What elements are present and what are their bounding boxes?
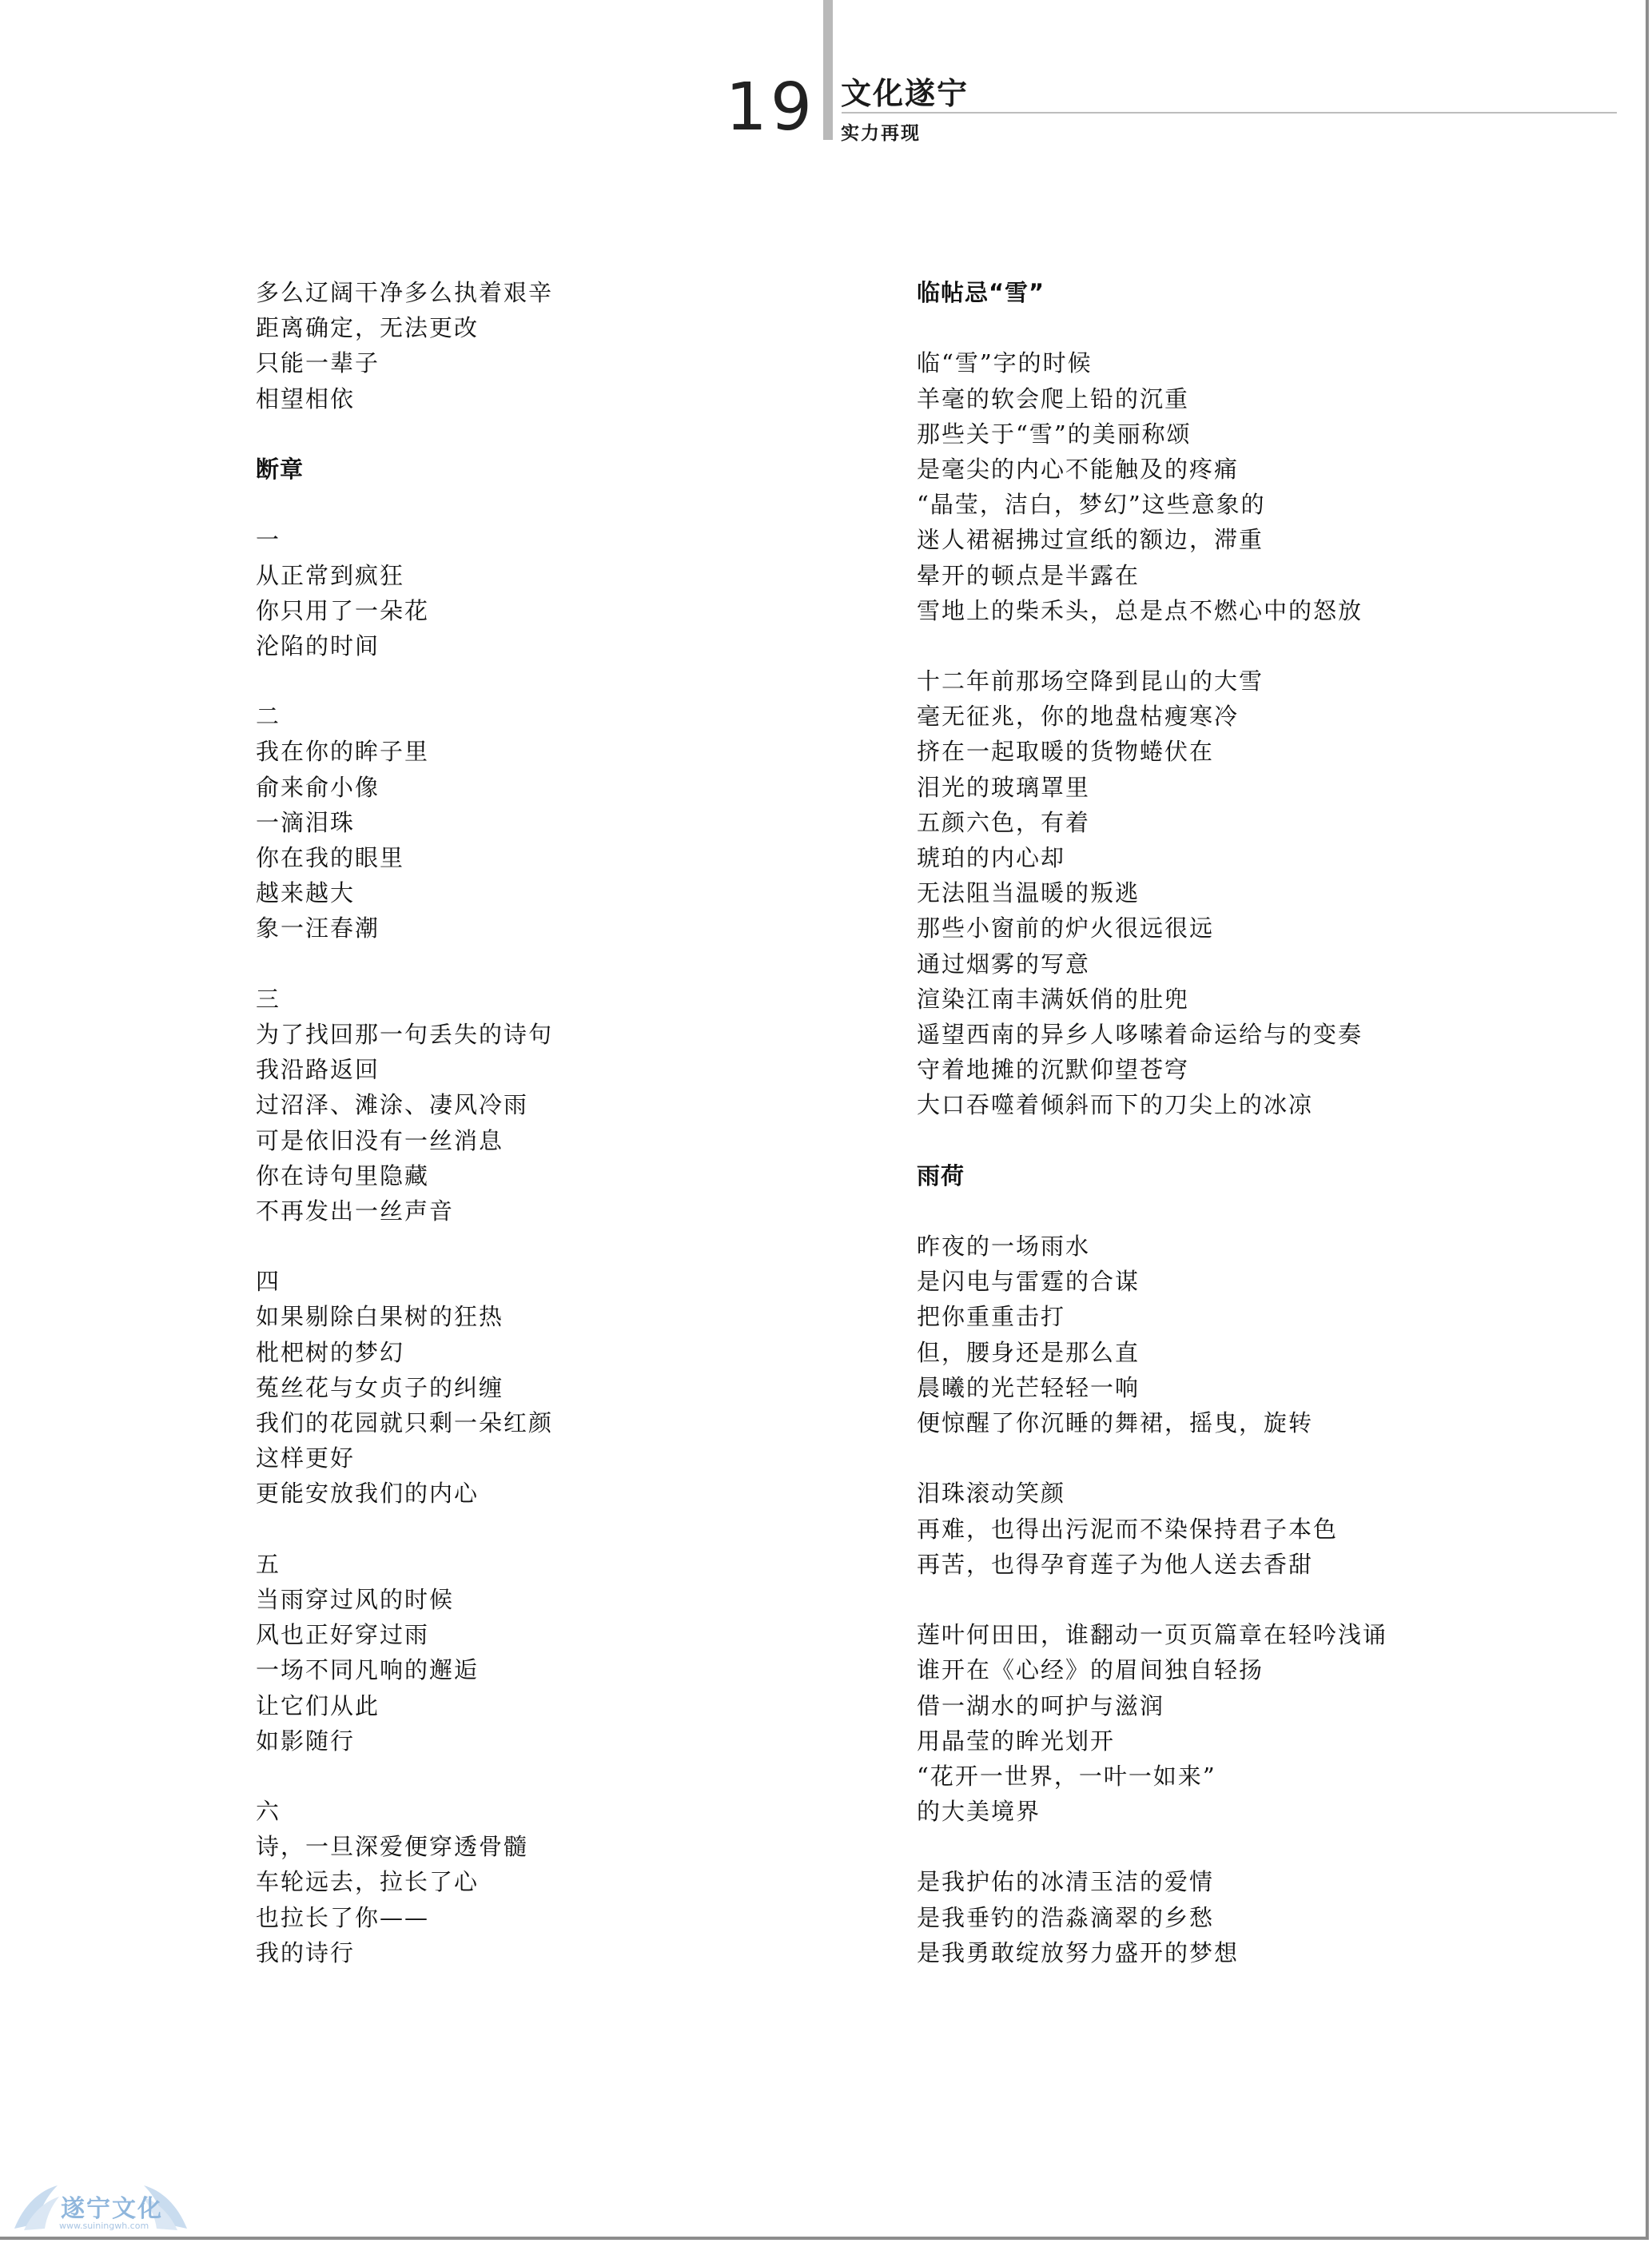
footer-logo-url: www.suiningwh.com <box>59 2221 149 2231</box>
stanza-number: 一 <box>256 526 281 554</box>
poem-line: 这样更好 <box>256 1444 356 1472</box>
header-rule <box>842 112 1617 114</box>
poem-line: 车轮远去，拉长了心 <box>256 1868 480 1896</box>
left-poem-column <box>256 275 815 1970</box>
poem-line: 为了找回那一句丢失的诗句 <box>256 1020 554 1048</box>
stanza-number: 六 <box>256 1798 281 1826</box>
poem-line: 诗，一旦深爱便穿透骨髓 <box>256 1833 529 1861</box>
poem-line: 象一汪春潮 <box>256 914 380 942</box>
stanza-break <box>917 1123 1572 1158</box>
poem-line: 是我垂钓的浩淼滴翠的乡愁 <box>917 1903 1215 1931</box>
right-poem-column <box>917 275 1572 1970</box>
stanza-break <box>917 1829 1572 1864</box>
poem-line: 借一湖水的呵护与滋润 <box>917 1691 1165 1719</box>
section-subtitle: 实力再现 <box>841 123 921 144</box>
poem-line: 你只用了一朵花 <box>256 596 430 624</box>
poem-line: 更能安放我们的内心 <box>256 1480 480 1508</box>
stanza-break <box>256 946 815 982</box>
stanza-number: 二 <box>256 703 281 731</box>
poem-line: 风也正好穿过雨 <box>256 1621 430 1649</box>
poem-line: 临“雪”字的时候 <box>917 349 1093 377</box>
poem-line: 是毫尖的内心不能触及的疼痛 <box>917 455 1240 483</box>
poem-line: 再难，也得出污泥而不染保持君子本色 <box>917 1515 1339 1543</box>
poem-title: 临帖忌“雪” <box>917 279 1045 306</box>
poem-line: 相望相依 <box>256 384 356 412</box>
poem-line: 五颜六色，有着 <box>917 808 1091 836</box>
stanza-break <box>256 663 815 699</box>
poem-line: 再苦，也得孕育莲子为他人送去香甜 <box>917 1550 1314 1578</box>
stanza-break <box>256 1512 815 1547</box>
stanza-break <box>256 1229 815 1264</box>
poem-line: 遥望西南的异乡人哆嗦着命运给与的变奏 <box>917 1020 1363 1048</box>
poem-line: 雪地上的柴禾头，总是点不燃心中的怒放 <box>917 596 1363 624</box>
poem-line: 是我护佑的冰清玉洁的爱情 <box>917 1868 1215 1896</box>
poem-line: 我们的花园就只剩一朵红颜 <box>256 1409 554 1436</box>
poem-line: 便惊醒了你沉睡的舞裙，摇曳，旋转 <box>917 1409 1314 1436</box>
poem-line: 从正常到疯狂 <box>256 561 405 589</box>
poem-line: 沦陷的时间 <box>256 631 380 659</box>
poem-line: 用晶莹的眸光划开 <box>917 1727 1116 1755</box>
poem-line: 但，腰身还是那么直 <box>917 1338 1140 1366</box>
poem-line: 晨曦的光芒轻轻一响 <box>917 1373 1140 1401</box>
poem-line: 通过烟雾的写意 <box>917 950 1091 978</box>
stanza-number: 三 <box>256 985 281 1013</box>
poem-line: 俞来俞小像 <box>256 773 380 801</box>
stanza-number: 四 <box>256 1268 281 1296</box>
poem-line: 渲染江南丰满妖俏的肚兜 <box>917 985 1190 1013</box>
poem-line: 你在我的眼里 <box>256 844 405 871</box>
poem-line: 菟丝花与女贞子的纠缠 <box>256 1373 504 1401</box>
poem-line: 那些关于“雪”的美丽称颂 <box>917 420 1192 448</box>
stanza-break <box>917 310 1572 345</box>
poem-line: 你在诗句里隐藏 <box>256 1161 430 1189</box>
page-number: 19 <box>725 70 815 145</box>
poem-line: 过沼泽、滩涂、凄风冷雨 <box>256 1091 529 1119</box>
poem-line: 把你重重击打 <box>917 1303 1066 1331</box>
poem-line: 毫无征兆，你的地盘枯瘦寒冷 <box>917 703 1240 731</box>
stanza-break <box>256 416 815 452</box>
poem-line: 我在你的眸子里 <box>256 738 430 766</box>
poem-line: “花开一世界，一叶一如来” <box>917 1762 1216 1790</box>
poem-title: 断章 <box>256 455 305 483</box>
poem-title: 雨荷 <box>917 1161 965 1189</box>
poem-line: 我沿路返回 <box>256 1056 380 1084</box>
poem-line: 可是依旧没有一丝消息 <box>256 1126 504 1154</box>
poem-line: 也拉长了你—— <box>256 1903 430 1931</box>
poem-line: 当雨穿过风的时候 <box>256 1585 455 1613</box>
poem-line: 是我勇敢绽放努力盛开的梦想 <box>917 1938 1240 1966</box>
poem-line: 泪珠滚动笑颜 <box>917 1480 1066 1508</box>
poem-line: 那些小窗前的炉火很远很远 <box>917 914 1215 942</box>
poem-line: 无法阻当温暖的叛逃 <box>917 879 1140 907</box>
poem-line: 的大美境界 <box>917 1798 1041 1826</box>
stanza-break <box>256 487 815 522</box>
poem-line: 泪光的玻璃罩里 <box>917 773 1091 801</box>
poem-line: 迷人裙裾拂过宣纸的额边，滞重 <box>917 526 1264 554</box>
poem-line: 一滴泪珠 <box>256 808 356 836</box>
section-title: 文化遂宁 <box>841 76 969 111</box>
poem-line: “晶莹，洁白，梦幻”这些意象的 <box>917 491 1266 519</box>
poem-line: 大口吞噬着倾斜而下的刀尖上的冰凉 <box>917 1091 1314 1119</box>
poem-line: 如影随行 <box>256 1727 356 1755</box>
poem-line: 一场不同凡响的邂逅 <box>256 1656 480 1684</box>
poem-line: 挤在一起取暖的货物蜷伏在 <box>917 738 1215 766</box>
stanza-number: 五 <box>256 1550 281 1578</box>
poem-line: 如果剔除白果树的狂热 <box>256 1303 504 1331</box>
header-divider-bar <box>823 0 833 140</box>
footer-logo-name: 遂宁文化 <box>61 2195 163 2223</box>
poem-line: 十二年前那场空降到昆山的大雪 <box>917 667 1264 695</box>
poem-line: 距离确定，无法更改 <box>256 314 480 342</box>
poem-line: 羊毫的软会爬上铅的沉重 <box>917 384 1190 412</box>
stanza-break <box>917 1193 1572 1229</box>
poem-line: 晕开的顿点是半露在 <box>917 561 1140 589</box>
poem-line: 守着地摊的沉默仰望苍穹 <box>917 1056 1190 1084</box>
poem-line: 枇杷树的梦幻 <box>256 1338 405 1366</box>
poem-line: 琥珀的内心却 <box>917 844 1066 871</box>
stanza-break <box>256 1759 815 1794</box>
poem-line: 只能一辈子 <box>256 349 380 377</box>
poem-line: 谁开在《心经》的眉间独自轻扬 <box>917 1656 1264 1684</box>
poem-line: 越来越大 <box>256 879 356 907</box>
poem-line: 我的诗行 <box>256 1938 356 1966</box>
poem-line: 是闪电与雷霆的合谋 <box>917 1268 1140 1296</box>
poem-line: 不再发出一丝声音 <box>256 1197 455 1225</box>
stanza-break <box>917 1582 1572 1617</box>
poem-line: 让它们从此 <box>256 1691 380 1719</box>
poem-line: 多么辽阔干净多么执着艰辛 <box>256 279 554 306</box>
poem-line: 莲叶何田田，谁翻动一页页篇章在轻吟浅诵 <box>917 1621 1388 1649</box>
stanza-break <box>917 1440 1572 1476</box>
stanza-break <box>917 628 1572 663</box>
poem-line: 昨夜的一场雨水 <box>917 1233 1091 1261</box>
